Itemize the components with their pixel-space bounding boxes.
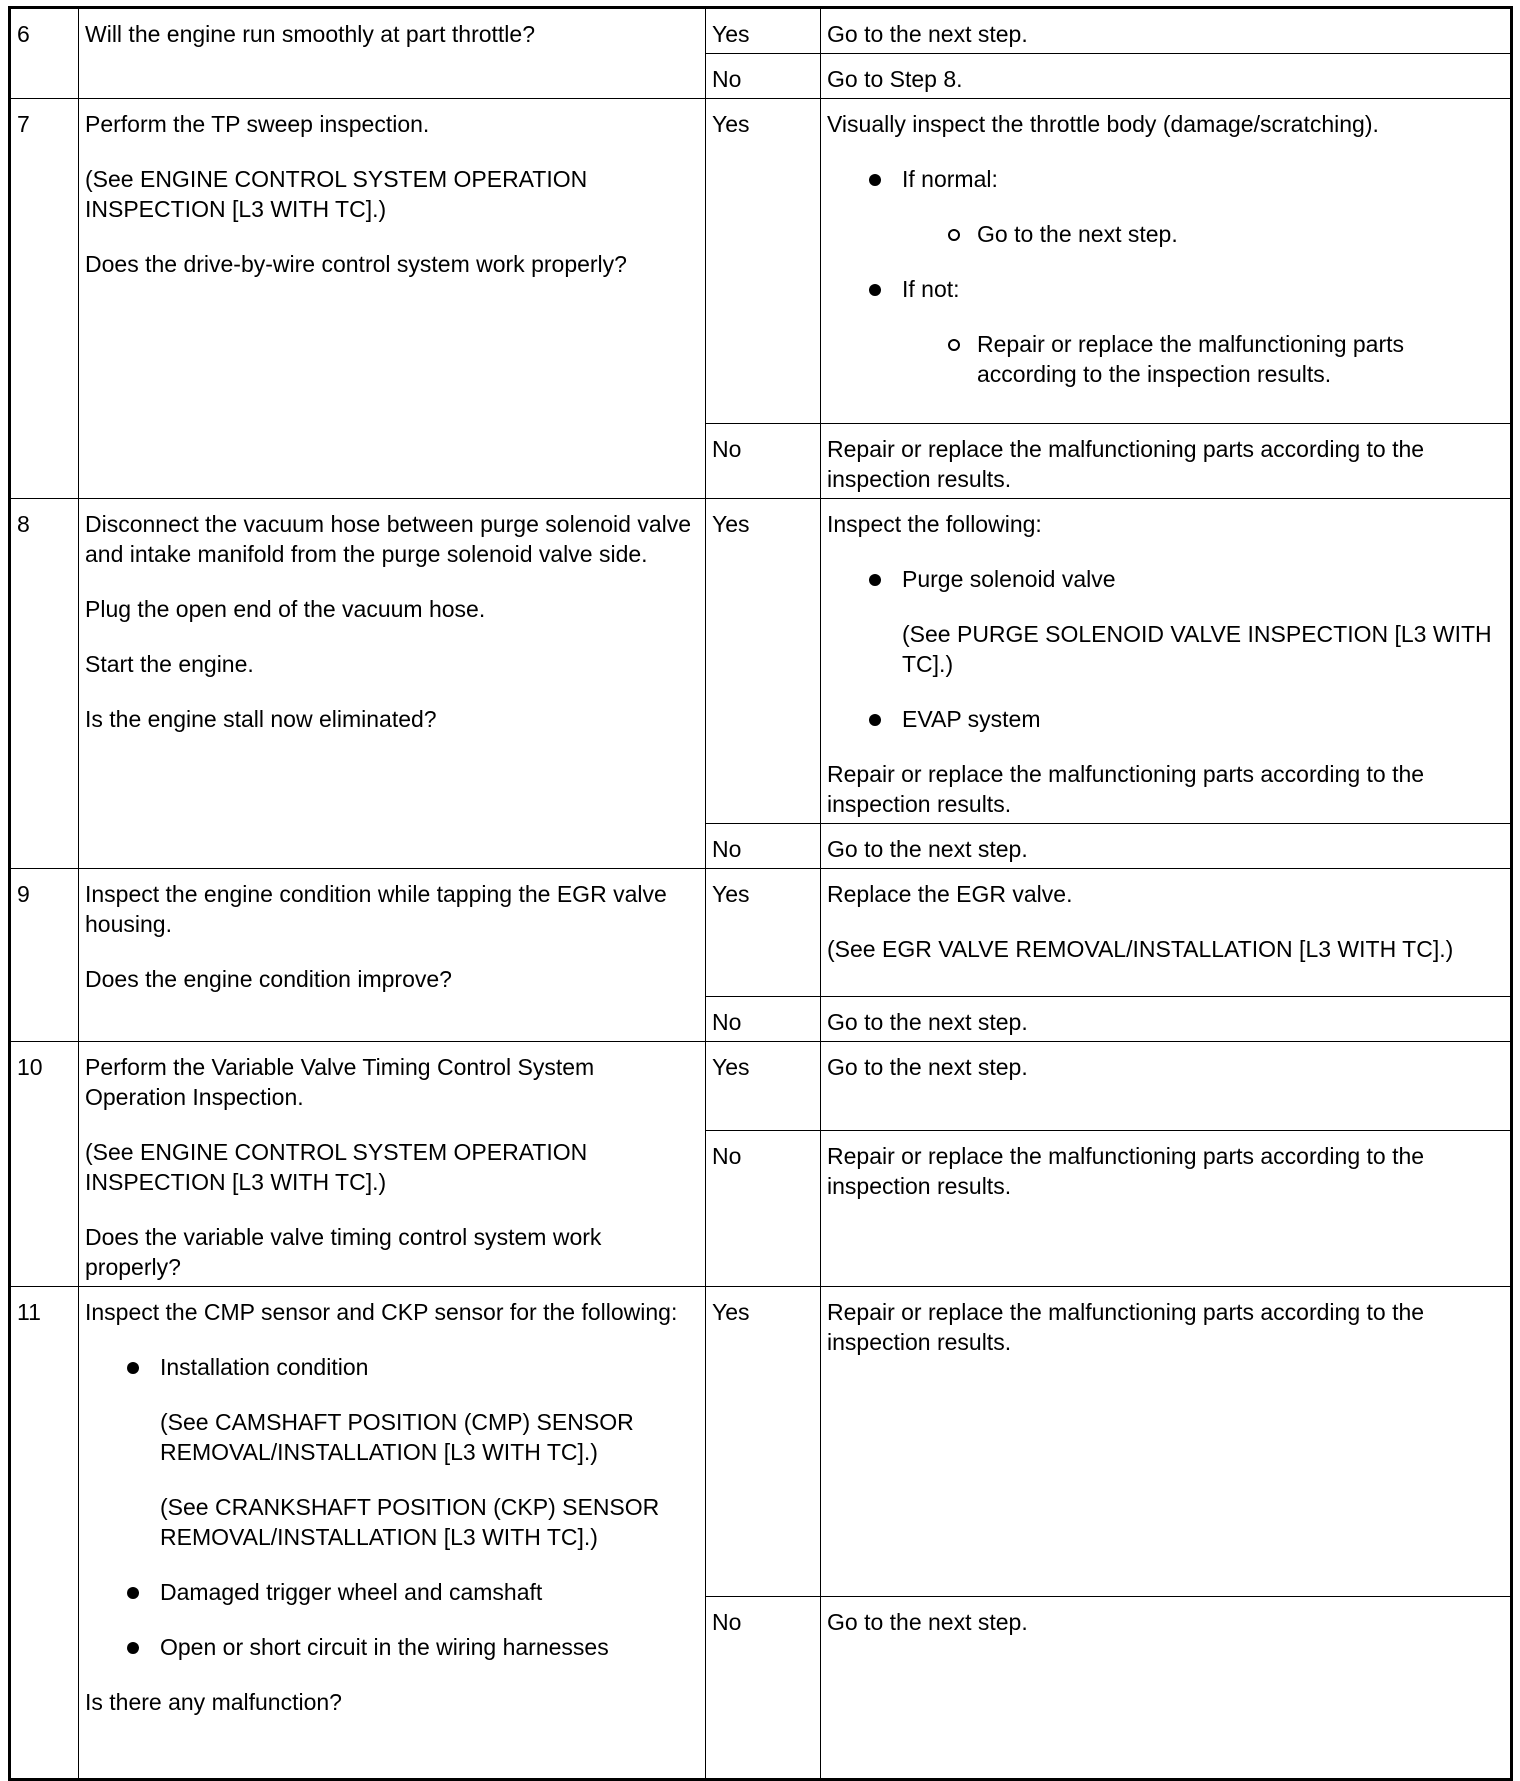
step-question: [79, 869, 706, 1042]
answer-no: No: [706, 1130, 821, 1286]
step-number: 7: [10, 99, 79, 499]
question-text: Inspect the engine condition while tapping the EGR valve housing.: [85, 881, 667, 937]
step-question: [79, 99, 706, 499]
bullet-text: Open or short circuit in the wiring harnesses: [160, 1634, 609, 1660]
list-item: [902, 564, 1504, 679]
sub-bullet-list: [902, 329, 1504, 389]
action-yes: [821, 1042, 1512, 1131]
action-no: [821, 824, 1512, 869]
bullet-reference: (See CAMSHAFT POSITION (CMP) SENSOR REMOVAL/INSTALLATION [L3 WITH TC].): [160, 1409, 634, 1465]
question-text: Start the engine.: [85, 651, 254, 677]
action-no: [821, 1597, 1512, 1780]
step-question: [79, 1042, 706, 1287]
action-text: Replace the EGR valve.: [827, 881, 1073, 907]
action-text: Go to the next step.: [827, 21, 1028, 47]
answer-yes: Yes: [706, 499, 821, 824]
bullet-text: Purge solenoid valve: [902, 566, 1116, 592]
step-11-yes-row: [10, 1287, 1512, 1597]
action-yes: [821, 869, 1512, 997]
bullet-text: Installation condition: [160, 1354, 369, 1380]
step-question: [79, 8, 706, 99]
question-text: Does the drive-by-wire control system work properly?: [85, 251, 627, 277]
action-text: Go to Step 8.: [827, 66, 963, 92]
question-reference: (See ENGINE CONTROL SYSTEM OPERATION INSPECTION [L3 WITH TC].): [85, 1139, 588, 1195]
bullet-text: If normal:: [902, 166, 998, 192]
action-no: [821, 1130, 1512, 1286]
answer-yes: Yes: [706, 869, 821, 997]
list-item: [902, 704, 1504, 734]
troubleshooting-table: [8, 6, 1513, 1781]
action-text: Go to the next step.: [827, 1009, 1028, 1035]
list-item: [977, 219, 1504, 249]
bullet-list: [827, 564, 1504, 734]
answer-no: No: [706, 424, 821, 499]
step-10-yes-row: [10, 1042, 1512, 1131]
answer-no: No: [706, 1597, 821, 1780]
question-text: Does the variable valve timing control system work properly?: [85, 1224, 602, 1280]
answer-no: No: [706, 997, 821, 1042]
answer-yes: Yes: [706, 8, 821, 54]
answer-yes: Yes: [706, 1287, 821, 1597]
action-no: [821, 54, 1512, 99]
list-item: [902, 164, 1504, 249]
action-text: Go to the next step.: [827, 836, 1028, 862]
step-9-yes-row: [10, 869, 1512, 997]
list-item: [160, 1632, 699, 1662]
step-number: 9: [10, 869, 79, 1042]
bullet-text: If not:: [902, 276, 960, 302]
step-number: 8: [10, 499, 79, 869]
action-text: Repair or replace the malfunctioning parts according to the inspection results.: [827, 1299, 1425, 1355]
bullet-list: [827, 164, 1504, 389]
action-text: Inspect the following:: [827, 511, 1042, 537]
step-question: [79, 499, 706, 869]
action-yes: [821, 8, 1512, 54]
answer-no: No: [706, 54, 821, 99]
list-item: [160, 1352, 699, 1552]
step-question: [79, 1287, 706, 1780]
action-yes: [821, 99, 1512, 424]
question-text: Perform the Variable Valve Timing Control System Operation Inspection.: [85, 1054, 595, 1110]
question-text: Inspect the CMP sensor and CKP sensor for the following:: [85, 1299, 678, 1325]
bullet-list: [85, 1352, 699, 1662]
action-text: Repair or replace the malfunctioning parts according to the inspection results.: [827, 761, 1425, 817]
sub-bullet-list: [902, 219, 1504, 249]
action-text: Repair or replace the malfunctioning parts according to the inspection results.: [827, 436, 1425, 492]
sub-bullet-text: Repair or replace the malfunctioning parts according to the inspection results.: [977, 331, 1405, 387]
bullet-reference: (See PURGE SOLENOID VALVE INSPECTION [L3 WITH TC].): [902, 621, 1492, 677]
bullet-text: Damaged trigger wheel and camshaft: [160, 1579, 543, 1605]
answer-yes: Yes: [706, 99, 821, 424]
action-text: Repair or replace the malfunctioning parts according to the inspection results.: [827, 1142, 1425, 1199]
question-reference: (See ENGINE CONTROL SYSTEM OPERATION INSPECTION [L3 WITH TC].): [85, 166, 588, 222]
action-text: Go to the next step.: [827, 1054, 1028, 1080]
action-yes: [821, 1287, 1512, 1597]
step-8-yes-row: [10, 499, 1512, 824]
question-text: Perform the TP sweep inspection.: [85, 111, 430, 137]
answer-no: No: [706, 824, 821, 869]
action-no: [821, 997, 1512, 1042]
question-text: Does the engine condition improve?: [85, 966, 452, 992]
list-item: [977, 329, 1504, 389]
question-text: Is there any malfunction?: [85, 1689, 342, 1715]
sub-bullet-text: Go to the next step.: [977, 221, 1178, 247]
action-text: Visually inspect the throttle body (damage/scratching).: [827, 111, 1379, 137]
answer-yes: Yes: [706, 1042, 821, 1131]
list-item: [160, 1577, 699, 1607]
question-text: Will the engine run smoothly at part throttle?: [85, 21, 536, 47]
action-reference: (See EGR VALVE REMOVAL/INSTALLATION [L3 WITH TC].): [827, 936, 1454, 962]
bullet-reference: (See CRANKSHAFT POSITION (CKP) SENSOR REMOVAL/INSTALLATION [L3 WITH TC].): [160, 1494, 660, 1550]
action-no: [821, 424, 1512, 499]
step-number: 6: [10, 8, 79, 99]
step-number: 11: [10, 1287, 79, 1780]
question-text: Plug the open end of the vacuum hose.: [85, 596, 486, 622]
question-text: Disconnect the vacuum hose between purge solenoid valve and intake manifold from the purge solenoid valve side.: [85, 511, 692, 567]
action-yes: [821, 499, 1512, 824]
action-text: Go to the next step.: [827, 1609, 1028, 1635]
bullet-text: EVAP system: [902, 706, 1041, 732]
question-text: Is the engine stall now eliminated?: [85, 706, 437, 732]
step-number: 10: [10, 1042, 79, 1287]
list-item: [902, 274, 1504, 389]
step-6-yes-row: [10, 8, 1512, 54]
step-7-yes-row: [10, 99, 1512, 424]
